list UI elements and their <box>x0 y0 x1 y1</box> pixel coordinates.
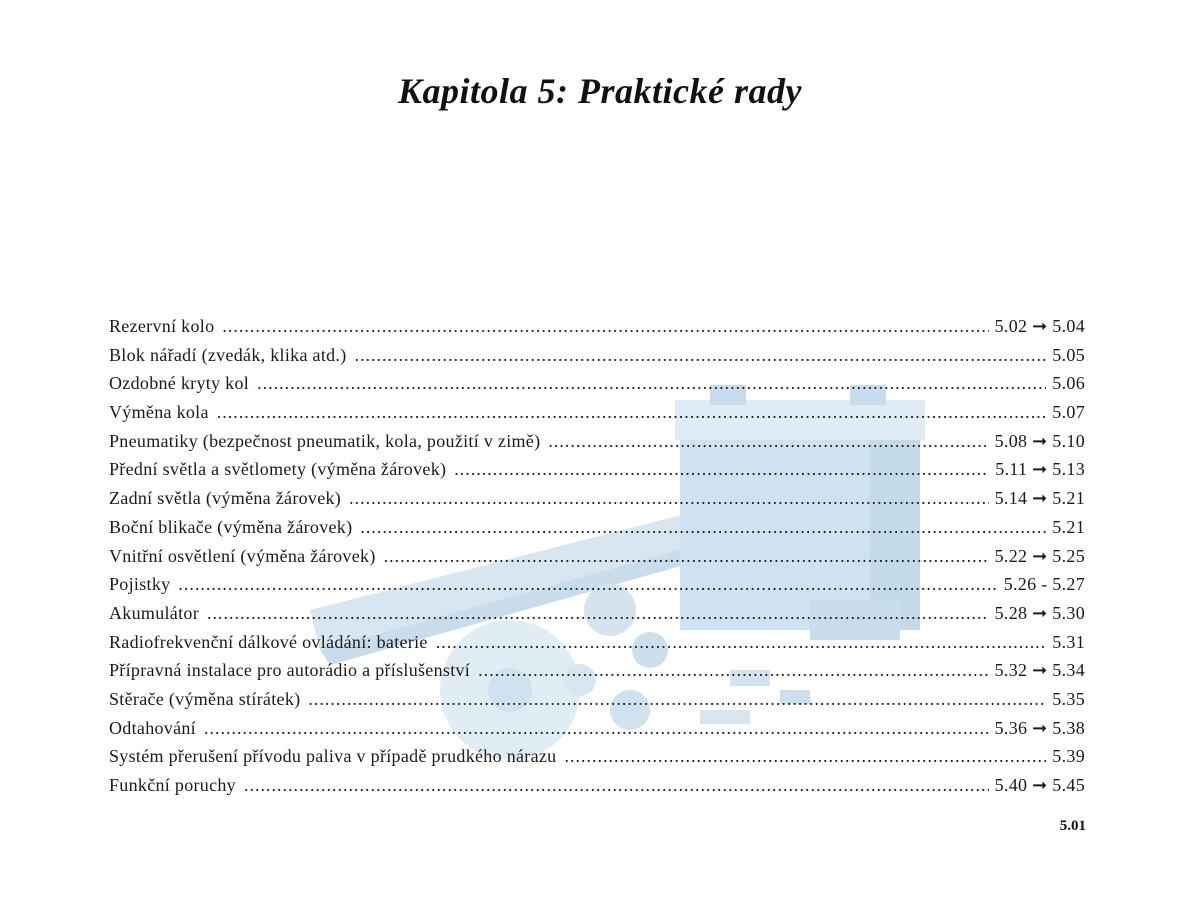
toc-entry-label: Pneumatiky (bezpečnost pneumatik, kola, použití v zimě) <box>109 430 541 451</box>
toc-entry-pages: 5.06 <box>1052 373 1085 394</box>
toc-entry-pages: 5.11 ➞ 5.13 <box>995 459 1085 480</box>
toc-entry-pages: 5.35 <box>1052 688 1085 709</box>
toc-row[interactable] <box>109 771 1085 800</box>
toc-dot-leader <box>478 656 989 685</box>
toc-row[interactable] <box>109 542 1085 571</box>
toc-entry-pages: 5.08 ➞ 5.10 <box>994 430 1085 451</box>
toc-row[interactable] <box>109 656 1085 685</box>
toc-dot-leader <box>454 455 989 484</box>
toc-entry-label: Radiofrekvenční dálkové ovládání: baterie <box>109 631 428 652</box>
table-of-contents <box>109 312 1085 800</box>
toc-entry-label: Přední světla a světlomety (výměna žárovek) <box>109 459 447 480</box>
toc-entry-label: Stěrače (výměna stírátek) <box>109 688 301 709</box>
chapter-title: Kapitola 5: Praktické rady <box>398 71 802 111</box>
toc-dot-leader <box>204 714 989 743</box>
page-number: 5.01 <box>1059 818 1086 834</box>
toc-row[interactable] <box>109 628 1085 657</box>
toc-entry-label: Funkční poruchy <box>109 775 236 795</box>
toc-dot-leader <box>548 427 988 456</box>
toc-row[interactable] <box>109 484 1085 513</box>
toc-entry-label: Boční blikače (výměna žárovek) <box>109 516 353 537</box>
toc-dot-leader <box>384 542 989 571</box>
toc-row[interactable] <box>109 513 1085 542</box>
toc-entry-pages: 5.32 ➞ 5.34 <box>994 660 1085 681</box>
toc-row[interactable] <box>109 742 1085 771</box>
toc-entry-pages: 5.21 <box>1052 516 1085 537</box>
toc-entry-label: Ozdobné kryty kol <box>109 373 250 394</box>
toc-dot-leader <box>207 599 989 628</box>
toc-row[interactable] <box>109 714 1085 743</box>
toc-dot-leader <box>436 628 1047 657</box>
toc-row[interactable] <box>109 312 1085 341</box>
toc-dot-leader <box>360 513 1046 542</box>
toc-entry-pages: 5.14 ➞ 5.21 <box>994 488 1085 509</box>
toc-entry-label: Výměna kola <box>109 402 209 423</box>
toc-entry-pages: 5.28 ➞ 5.30 <box>994 602 1085 623</box>
toc-entry-label: Blok nářadí (zvedák, klika atd.) <box>109 344 347 365</box>
toc-entry-label: Vnitřní osvětlení (výměna žárovek) <box>109 545 376 566</box>
toc-row[interactable] <box>109 685 1085 714</box>
toc-dot-leader <box>349 484 989 513</box>
toc-entry-pages: 5.07 <box>1052 402 1085 423</box>
toc-dot-leader <box>308 685 1046 714</box>
toc-entry-pages: 5.05 <box>1052 344 1085 365</box>
toc-entry-pages: 5.26 - 5.27 <box>1003 574 1085 595</box>
toc-entry-pages: 5.31 <box>1052 631 1085 652</box>
toc-entry-pages: 5.40 ➞ 5.45 <box>994 775 1085 795</box>
toc-dot-leader <box>222 312 988 341</box>
toc-entry-label: Akumulátor <box>109 602 199 623</box>
toc-dot-leader <box>564 742 1046 771</box>
toc-entry-label: Zadní světla (výměna žárovek) <box>109 488 342 509</box>
toc-row[interactable] <box>109 570 1085 599</box>
toc-entry-pages: 5.02 ➞ 5.04 <box>994 316 1085 336</box>
toc-dot-leader <box>244 771 989 800</box>
toc-row[interactable] <box>109 369 1085 398</box>
toc-entry-label: Rezervní kolo <box>109 316 215 336</box>
toc-dot-leader <box>217 398 1047 427</box>
toc-dot-leader <box>257 369 1046 398</box>
toc-row[interactable] <box>109 398 1085 427</box>
toc-row[interactable] <box>109 341 1085 370</box>
toc-dot-leader <box>355 341 1047 370</box>
toc-entry-label: Pojistky <box>109 574 171 595</box>
toc-entry-pages: 5.36 ➞ 5.38 <box>994 717 1085 738</box>
toc-row[interactable] <box>109 427 1085 456</box>
toc-row[interactable] <box>109 599 1085 628</box>
toc-dot-leader <box>178 570 997 599</box>
toc-entry-label: Přípravná instalace pro autorádio a příslušenství <box>109 660 471 681</box>
toc-entry-label: Systém přerušení přívodu paliva v případě prudkého nárazu <box>109 746 557 767</box>
toc-entry-label: Odtahování <box>109 717 196 738</box>
toc-row[interactable] <box>109 455 1085 484</box>
toc-entry-pages: 5.39 <box>1052 746 1085 767</box>
toc-entry-pages: 5.22 ➞ 5.25 <box>994 545 1085 566</box>
